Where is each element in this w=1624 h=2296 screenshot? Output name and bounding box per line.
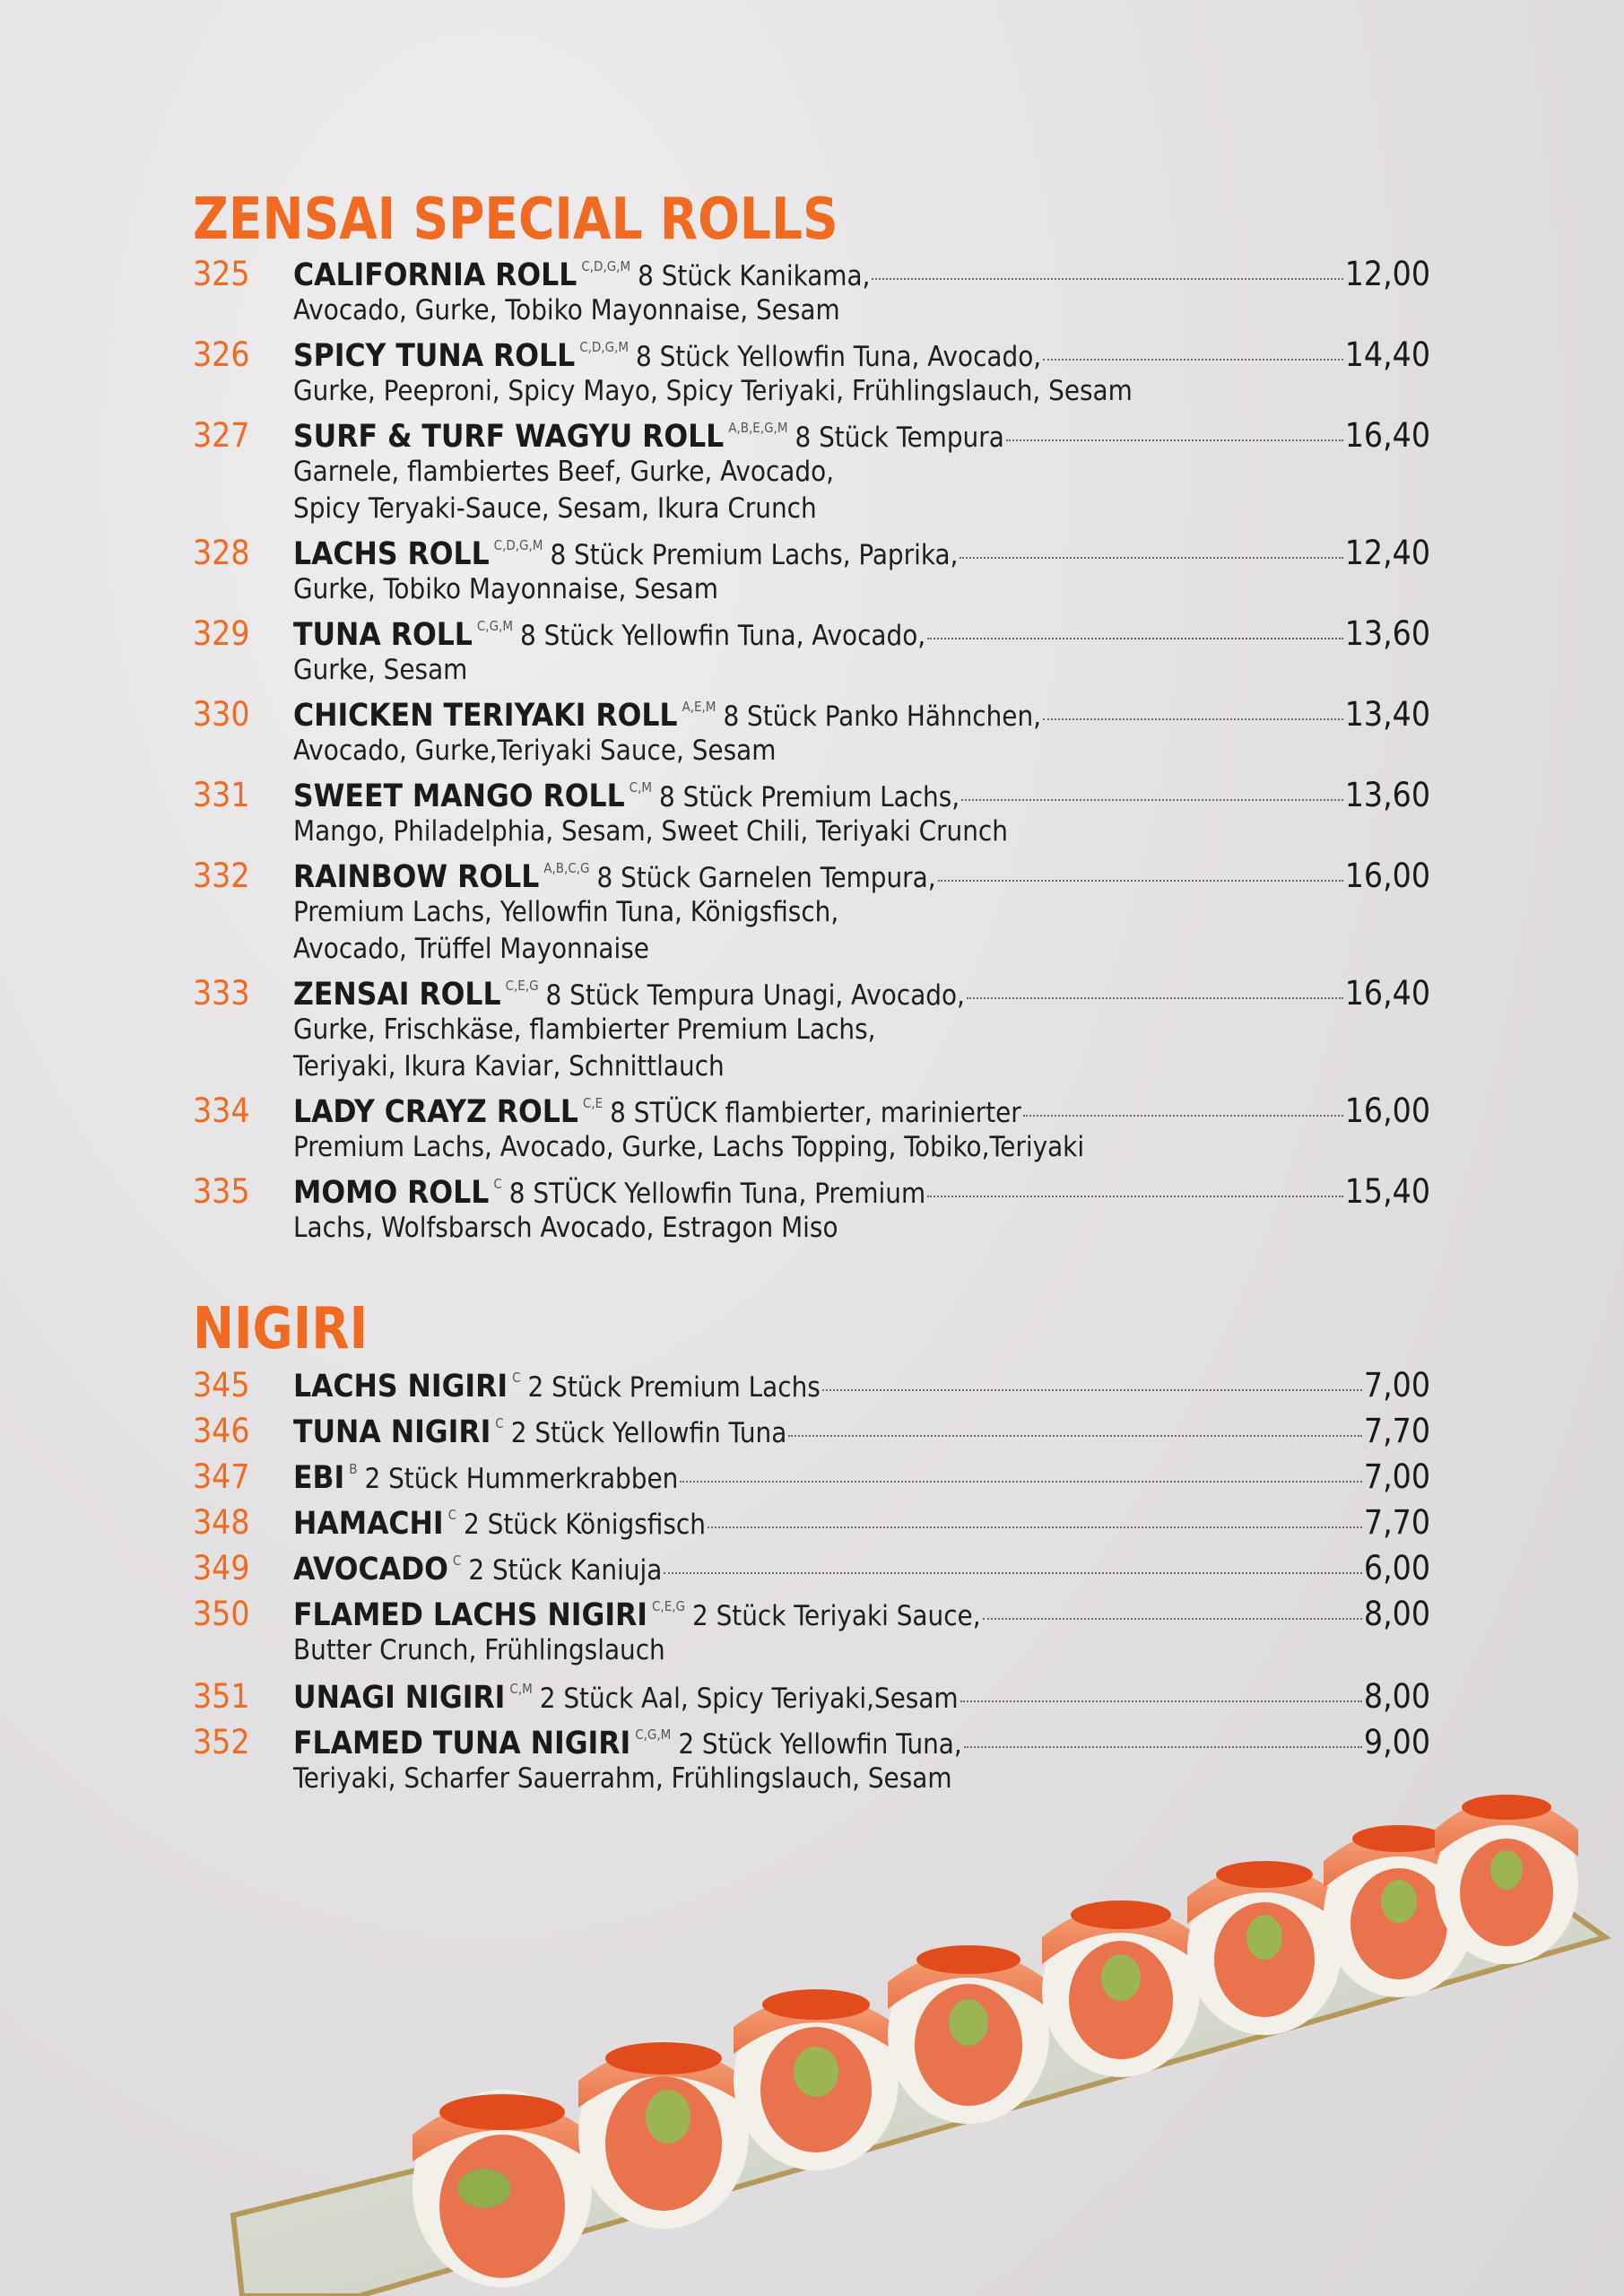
menu-item-line — [193, 1172, 1430, 1210]
item-price: 9,00 — [1363, 1723, 1430, 1761]
sushi-platter-photo — [215, 1749, 1623, 2296]
dot-leader — [1043, 359, 1343, 361]
dot-leader — [1023, 1115, 1343, 1117]
menu-item — [193, 614, 1430, 689]
item-allergens: B — [349, 1461, 358, 1477]
item-body — [293, 857, 1430, 895]
nigiri-list — [193, 1366, 1430, 1805]
item-allergens: C — [447, 1507, 457, 1523]
item-name: LACHS ROLL — [293, 536, 490, 572]
item-body — [293, 255, 1430, 293]
dot-leader — [1043, 718, 1343, 720]
dot-leader — [960, 1700, 1362, 1702]
item-number: 351 — [193, 1677, 250, 1716]
item-price: 8,00 — [1363, 1595, 1430, 1633]
item-description-continued: Lachs, Wolfsbarsch Avocado, Estragon Miso — [293, 1212, 838, 1244]
item-description-continued: Avocado, Gurke,Teriyaki Sauce, Sesam — [293, 735, 777, 767]
dot-leader — [927, 638, 1343, 639]
item-price: 13,60 — [1344, 776, 1430, 814]
item-number: 352 — [193, 1723, 250, 1761]
item-price: 12,00 — [1344, 255, 1430, 293]
item-description: 2 Stück Yellowfin Tuna, — [678, 1728, 962, 1761]
special-rolls-list — [193, 255, 1430, 1253]
item-allergens: A,B,C,G — [543, 860, 590, 876]
item-name: SPICY TUNA ROLL — [293, 338, 576, 374]
item-description-continued: Garnele, flambiertes Beef, Gurke, Avocado, — [293, 456, 835, 488]
item-price: 6,00 — [1363, 1549, 1430, 1587]
item-description-continued: Spicy Teryaki-Sauce, Sesam, Ikura Crunch — [293, 492, 817, 525]
item-price: 13,40 — [1344, 695, 1430, 734]
item-number: 347 — [193, 1457, 250, 1496]
item-allergens: C,E,G — [505, 978, 539, 994]
dot-leader — [927, 1196, 1343, 1197]
item-allergens: C — [493, 1176, 502, 1192]
item-name: FLAMED LACHS NIGIRI — [293, 1597, 647, 1633]
dot-leader — [788, 1435, 1362, 1437]
item-number: 348 — [193, 1503, 250, 1542]
item-name: LADY CRAYZ ROLL — [293, 1094, 578, 1130]
section-title-nigiri: NIGIRI — [193, 1296, 369, 1362]
item-description-continued: Butter Crunch, Frühlingslauch — [293, 1634, 665, 1666]
menu-item — [193, 1503, 1430, 1541]
item-price: 15,40 — [1344, 1172, 1430, 1211]
item-description: 8 Stück Yellowfin Tuna, Avocado, — [635, 341, 1042, 373]
item-number: 325 — [193, 255, 250, 293]
item-body — [293, 776, 1430, 814]
item-description: 2 Stück Teriyaki Sauce, — [691, 1600, 981, 1632]
item-body — [293, 695, 1430, 734]
item-description-continued: Teriyaki, Scharfer Sauerrahm, Frühlingslauch, Sesam — [293, 1762, 952, 1795]
item-price: 12,40 — [1344, 534, 1430, 572]
item-allergens: C,E,G — [652, 1598, 685, 1614]
item-allergens: C,D,G,M — [493, 537, 543, 553]
menu-item-line — [193, 857, 1430, 894]
item-description: 2 Stück Hummerkrabben — [364, 1463, 679, 1495]
item-body — [293, 416, 1430, 455]
item-description: 8 Stück Premium Lachs, — [659, 781, 960, 813]
item-allergens: C,D,G,M — [581, 258, 631, 274]
menu-item — [193, 857, 1430, 968]
menu-item-line — [193, 614, 1430, 652]
menu-item-line — [193, 1677, 1430, 1715]
dot-leader — [983, 1618, 1362, 1620]
menu-item — [193, 695, 1430, 770]
dot-leader — [822, 1389, 1362, 1391]
section-title-special-rolls: ZENSAI SPECIAL ROLLS — [193, 187, 838, 253]
item-price: 14,40 — [1344, 335, 1430, 374]
item-body — [293, 1091, 1430, 1130]
item-name: ZENSAI ROLL — [293, 977, 501, 1013]
item-body — [293, 1366, 1430, 1405]
menu-item — [193, 776, 1430, 850]
item-name: CALIFORNIA ROLL — [293, 257, 578, 293]
item-description-continued: Avocado, Gurke, Tobiko Mayonnaise, Sesam — [293, 294, 840, 326]
item-number: 332 — [193, 857, 250, 895]
menu-item — [193, 974, 1430, 1085]
item-name: CHICKEN TERIYAKI ROLL — [293, 698, 678, 734]
item-body — [293, 614, 1430, 653]
menu-item-line — [193, 695, 1430, 733]
menu-item — [193, 1172, 1430, 1247]
item-number: 333 — [193, 974, 250, 1013]
menu-item-line — [193, 1595, 1430, 1632]
item-number: 345 — [193, 1366, 250, 1405]
item-allergens: A,B,E,G,M — [728, 420, 788, 436]
item-price: 7,00 — [1363, 1366, 1430, 1405]
item-price: 16,40 — [1344, 416, 1430, 455]
item-description: 8 Stück Garnelen Tempura, — [596, 862, 936, 894]
item-allergens: C,G,M — [476, 618, 513, 634]
item-name: AVOCADO — [293, 1552, 448, 1587]
item-description: 8 STÜCK flambierter, marinierter — [610, 1097, 1021, 1129]
menu-item-line — [193, 1503, 1430, 1541]
item-description: 8 STÜCK Yellowfin Tuna, Premium — [508, 1178, 926, 1210]
item-price: 16,00 — [1344, 1091, 1430, 1130]
menu-item — [193, 1091, 1430, 1166]
item-body — [293, 1412, 1430, 1450]
menu-item-line — [193, 1366, 1430, 1404]
item-price: 13,60 — [1344, 614, 1430, 653]
item-body — [293, 1503, 1430, 1542]
item-description: 2 Stück Premium Lachs — [527, 1371, 821, 1404]
menu-item-line — [193, 1457, 1430, 1495]
item-number: 329 — [193, 614, 250, 653]
item-body — [293, 1677, 1430, 1716]
menu-item-line — [193, 335, 1430, 373]
item-number: 350 — [193, 1595, 250, 1633]
dot-leader — [708, 1526, 1362, 1528]
item-description-continued: Premium Lachs, Avocado, Gurke, Lachs Topping, Tobiko,Teriyaki — [293, 1131, 1085, 1163]
dot-leader — [964, 1746, 1362, 1748]
item-body — [293, 1549, 1430, 1587]
sushi-rolls — [413, 1795, 1578, 2287]
item-name: HAMACHI — [293, 1506, 444, 1542]
item-allergens: A,E,M — [682, 699, 716, 715]
dot-leader — [1006, 439, 1343, 441]
item-body — [293, 974, 1430, 1013]
menu-item — [193, 1412, 1430, 1449]
item-description: 2 Stück Kaniuja — [468, 1554, 663, 1587]
item-price: 7,70 — [1363, 1412, 1430, 1450]
item-number: 331 — [193, 776, 250, 814]
item-description-continued: Avocado, Trüffel Mayonnaise — [293, 933, 649, 965]
item-number: 326 — [193, 335, 250, 374]
item-number: 346 — [193, 1412, 250, 1450]
item-description: 8 Stück Tempura — [795, 422, 1004, 454]
item-name: SURF & TURF WAGYU ROLL — [293, 419, 725, 455]
item-allergens: C,G,M — [635, 1726, 672, 1743]
menu-item-line — [193, 255, 1430, 292]
dot-leader — [680, 1481, 1362, 1483]
item-name: FLAMED TUNA NIGIRI — [293, 1726, 631, 1761]
item-price: 16,00 — [1344, 857, 1430, 895]
item-name: TUNA ROLL — [293, 617, 473, 653]
item-name: SWEET MANGO ROLL — [293, 778, 625, 814]
item-number: 335 — [193, 1172, 250, 1211]
item-description-continued: Premium Lachs, Yellowfin Tuna, Königsfisch, — [293, 896, 839, 928]
item-allergens: C — [495, 1415, 504, 1431]
item-description-continued: Teriyaki, Ikura Kaviar, Schnittlauch — [293, 1050, 725, 1083]
item-number: 349 — [193, 1549, 250, 1587]
item-body — [293, 534, 1430, 572]
item-name: RAINBOW ROLL — [293, 859, 540, 895]
dot-leader — [967, 997, 1343, 999]
item-description: 8 Stück Premium Lachs, Paprika, — [550, 539, 959, 571]
dot-leader — [961, 799, 1343, 801]
dot-leader — [960, 557, 1342, 559]
item-price: 7,70 — [1363, 1503, 1430, 1542]
menu-item — [193, 335, 1430, 410]
item-description: 8 Stück Tempura Unagi, Avocado, — [545, 979, 965, 1012]
item-number: 330 — [193, 695, 250, 734]
menu-item — [193, 1457, 1430, 1495]
dot-leader — [664, 1572, 1362, 1574]
item-number: 327 — [193, 416, 250, 455]
item-description: 8 Stück Panko Hähnchen, — [723, 700, 1042, 733]
menu-item — [193, 1549, 1430, 1587]
item-description-continued: Gurke, Tobiko Mayonnaise, Sesam — [293, 573, 718, 605]
menu-item-line — [193, 416, 1430, 454]
dot-leader — [872, 278, 1342, 280]
menu-item — [193, 1595, 1430, 1669]
menu-item-line — [193, 974, 1430, 1012]
item-allergens: C,D,G,M — [579, 339, 629, 355]
menu-item-line — [193, 1412, 1430, 1449]
item-allergens: C,E — [582, 1095, 604, 1111]
item-description: 2 Stück Königsfisch — [464, 1509, 706, 1541]
item-number: 328 — [193, 534, 250, 572]
item-description-continued: Gurke, Peeproni, Spicy Mayo, Spicy Teriyaki, Frühlingslauch, Sesam — [293, 375, 1133, 407]
menu-item-line — [193, 776, 1430, 813]
item-allergens: C — [512, 1370, 521, 1386]
item-price: 7,00 — [1363, 1457, 1430, 1496]
item-allergens: C,M — [629, 779, 653, 796]
item-allergens: C,M — [509, 1681, 533, 1697]
item-name: MOMO ROLL — [293, 1175, 490, 1211]
item-name: UNAGI NIGIRI — [293, 1680, 506, 1716]
item-body — [293, 1457, 1430, 1496]
item-name: EBI — [293, 1460, 345, 1496]
menu-item — [193, 416, 1430, 527]
menu-item — [193, 1366, 1430, 1404]
item-body — [293, 335, 1430, 374]
item-description-continued: Gurke, Frischkäse, flambierter Premium Lachs, — [293, 1013, 876, 1046]
menu-item-line — [193, 1091, 1430, 1129]
dot-leader — [938, 880, 1343, 882]
item-allergens: C — [452, 1552, 462, 1569]
item-name: TUNA NIGIRI — [293, 1414, 491, 1450]
item-price: 8,00 — [1363, 1677, 1430, 1716]
item-body — [293, 1172, 1430, 1211]
item-price: 16,40 — [1344, 974, 1430, 1013]
item-description-continued: Gurke, Sesam — [293, 654, 468, 686]
item-description: 2 Stück Aal, Spicy Teriyaki,Sesam — [539, 1683, 959, 1715]
item-name: LACHS NIGIRI — [293, 1369, 508, 1405]
item-body — [293, 1595, 1430, 1633]
item-description: 8 Stück Yellowfin Tuna, Avocado, — [519, 620, 926, 652]
menu-item — [193, 534, 1430, 608]
menu-item-line — [193, 534, 1430, 571]
menu-item — [193, 255, 1430, 329]
menu-item — [193, 1677, 1430, 1715]
item-description-continued: Mango, Philadelphia, Sesam, Sweet Chili, Teriyaki Crunch — [293, 815, 1008, 848]
item-description: 8 Stück Kanikama, — [638, 260, 871, 292]
item-number: 334 — [193, 1091, 250, 1130]
menu-item-line — [193, 1549, 1430, 1587]
item-description: 2 Stück Yellowfin Tuna — [510, 1417, 787, 1449]
